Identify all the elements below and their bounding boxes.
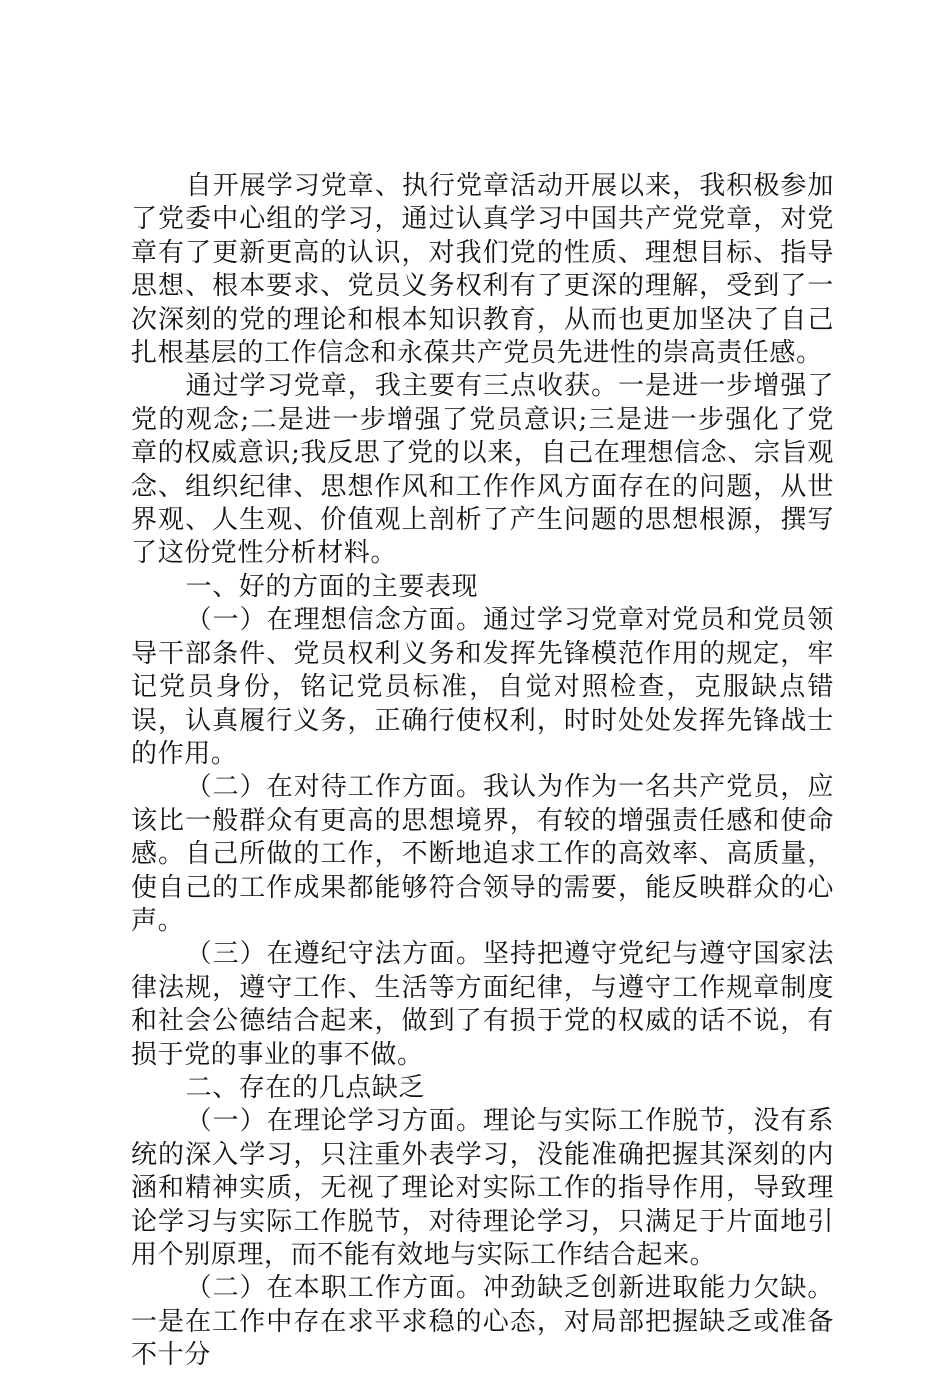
- section-heading-shortcomings: 二、存在的几点缺乏: [185, 1072, 425, 1103]
- section-heading-strengths: 一、好的方面的主要表现: [185, 571, 479, 602]
- paragraph-job-work: （二）在本职工作方面。冲劲缺乏创新进取能力欠缺。一是在工作中存在求平求稳的心态，对局部把握缺乏或准备不十分: [131, 1273, 834, 1371]
- paragraph-theory-study: （一）在理论学习方面。理论与实际工作脱节，没有系统的深入学习，只注重外表学习，没能准确把握其深刻的内涵和精神实质，无视了理论对实际工作的指导作用，导致理论学习与实际工作脱节，对待理论学习，只满足于片面地引用个别原理，而不能有效地与实际工作结合起来。: [131, 1106, 834, 1270]
- paragraph-work-attitude: （二）在对待工作方面。我认为作为一名共产党员，应该比一般群众有更高的思想境界，有较的增强责任感和使命感。自己所做的工作，不断地追求工作的高效率、高质量，使自己的工作成果都能够符合领导的需要，能反映群众的心声。: [131, 772, 834, 936]
- paragraph-discipline: （三）在遵纪守法方面。坚持把遵守党纪与遵守国家法律法规，遵守工作、生活等方面纪律，与遵守工作规章制度和社会公德结合起来，做到了有损于党的权威的话不说，有损于党的事业的事不做。: [131, 939, 834, 1070]
- paragraph-ideals: （一）在理想信念方面。通过学习党章对党员和党员领导干部条件、党员权利义务和发挥先锋模范作用的规定，牢记党员身份，铭记党员标准，自觉对照检查，克服缺点错误，认真履行义务，正确行使权利，时时处处发挥先锋战士的作用。: [131, 605, 834, 769]
- document-body: [131, 170, 834, 1373]
- paragraph-intro: 自开展学习党章、执行党章活动开展以来，我积极参加了党委中心组的学习，通过认真学习中国共产党党章，对党章有了更新更高的认识，对我们党的性质、理想目标、指导思想、根本要求、党员义务权利有了更深的理解，受到了一次深刻的党的理论和根本知识教育，从而也更加坚决了自己扎根基层的工作信念和永葆共产党员先进性的崇高责任感。: [131, 171, 834, 369]
- paragraph-gains: 通过学习党章，我主要有三点收获。一是进一步增强了党的观念;二是进一步增强了党员意识;三是进一步强化了党章的权威意识;我反思了党的以来，自己在理想信念、宗旨观念、组织纪律、思想作风和工作作风方面存在的问题，从世界观、人生观、价值观上剖析了产生问题的思想根源，撰写了这份党性分析材料。: [131, 371, 834, 569]
